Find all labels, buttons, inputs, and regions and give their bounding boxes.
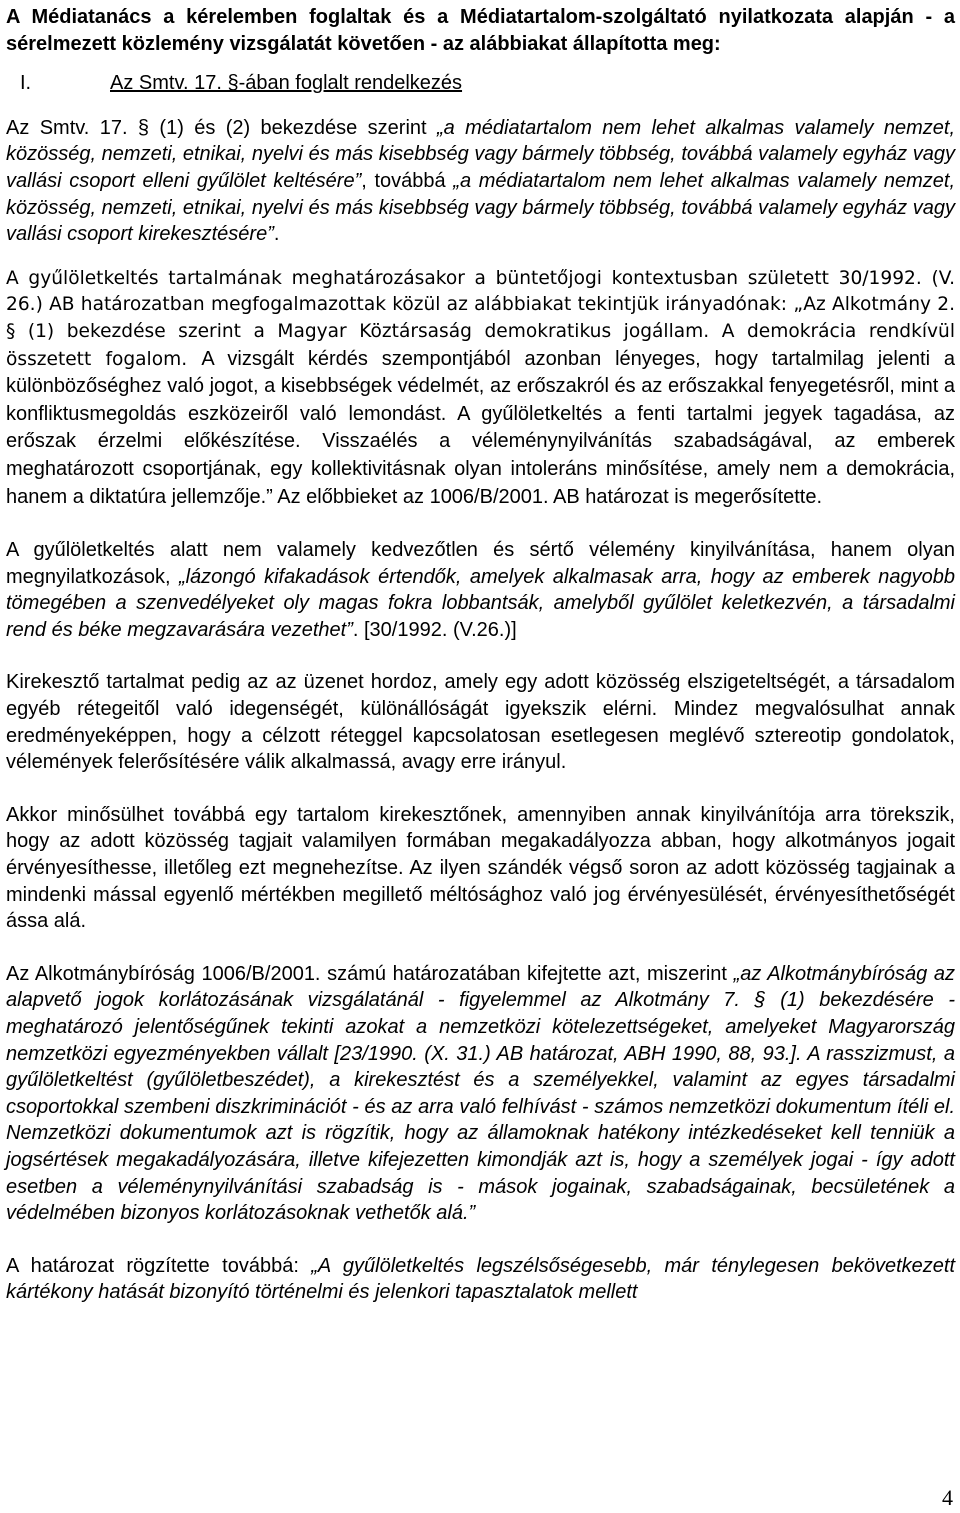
para6-quote: „az Alkotmánybíróság az alapvető jogok korlátozásának vizsgálatánál - figyelemmel az Alkotmány 7. § (1) bekezdésére - meghatározó jelentőségűnek tekinti azokat a nemzetközi kötelezettségeket, amelyeket Magyarország nemzetközi egyezményekben vállalt [23/1990. (X. 31.) AB határozat, ABH 1990, 88, 93.]. A rasszizmust, a gyűlöletkeltést (gyűlöletbeszédet), a kirekesztést és a személyekkel, valamint az egyes társadalmi csoportokkal szembeni diszkriminációt - és az arra való felhívást - számos nemzetközi dokumentum ítéli el. Nemzetközi dokumentumok azt is rögzítik, hogy az államoknak hatékony intézkedéseket kell tenniük a jogsértések megakadályozására, illetve kifejezetten kimondják azt is, hogy a személyek jogai - így adott esetben a véleménynyilvánítási szabadság is - mások jogainak, szabadságainak, becsületének a védelmében bizonyos korlátozásoknak vethetők alá.” <box>6 962 956 1225</box>
paragraph-constitutional-court <box>6 961 955 1227</box>
para1-end: . <box>273 223 280 246</box>
para2-quote-b: A vizsgált kérdés szempontjából azonban lényeges, hogy tartalmilag jelenti a különbözőséghez való jogot, a kisebbségek védelmét, az erőszakról és az erőszakkal fenyegetésről, mint a konfliktusmegoldás eszközeiről való lemondást. A gyűlöletkeltés a fenti tartalmi jegyek tagadása, az erőszak érzelmi előkészítése. Visszaélés a véleménynyilvánítás szabadságával, az emberek meghatározott csoportjának, egy kollektivitásnak olyan intoleráns minősítése, amely nem a demokrácia, hanem a diktatúra jellemzője.” <box>6 347 956 508</box>
para1-lead: Az Smtv. 17. § (1) és (2) bekezdése szerint <box>6 116 437 139</box>
para2-text: A gyűlöletkeltés tartalmának meghatározásakor a büntetőjogi kontextusban született 30/1992. (V. 26.) AB határozatban megfogalmazottak közül az alábbiakat tekintjük irányadónak: <box>6 267 955 316</box>
para7-quote: „A gyűlöletkeltés legszélsőségesebb, már ténylegesen bekövetkezett kártékony hatását bizonyító történelmi és jelenkori tapasztalatok mellett <box>6 1254 955 1304</box>
page-number: 4 <box>942 1485 953 1510</box>
para6-a: Az Alkotmánybíróság 1006/B/2001. számú határozatában kifejtette azt, miszerint <box>6 962 734 985</box>
paragraph-decision-states <box>6 1253 955 1306</box>
para2-quote-a: „Az Alkotmány 2. § (1) bekezdése szerint a Magyar Köztársaság demokratikus jogállam. A demokrácia rendkívül összetett fogalom. <box>6 294 955 370</box>
para3-a: A gyűlöletkeltés alatt nem valamely kedvezőtlen és sértő vélemény kinyilvánítása, hanem olyan megnyilatkozások, <box>6 539 955 588</box>
paragraph-exclusion: Kirekesztő tartalmat pedig az az üzenet hordoz, amely egy adott közösség elszigeteltségét, a társadalom egyéb rétegeitől való idegenségét, különállóságát igyekszik elérni. Mindez megvalósulhat annak eredményeképpen, hogy a célzott réteggel kapcsolatosan esetlegesen meglévő sztereotip gondolatok, vélemények felerősítésére válik alkalmassá, avagy erre irányul. <box>6 671 955 774</box>
para3-citation: . [30/1992. (V.26.)] <box>352 618 517 641</box>
section-number: I. <box>20 72 32 95</box>
para1-quote-exclusion: „a médiatartalom nem lehet alkalmas valamely nemzet, közösség, nemzeti, etnikai, nyelvi és más kisebbség vagy bármely többség, továbbá valamely egyház vagy vallási csoport kirekesztésére” <box>6 169 955 246</box>
section-title: Az Smtv. 17. §-ában foglalt rendelkezés <box>110 72 463 95</box>
paragraph-hate-definition <box>6 537 955 643</box>
para1-quote-hate: „a médiatartalom nem lehet alkalmas valamely nemzet, közösség, nemzeti, etnikai, nyelvi és más kisebbség vagy bármely többség, továbbá valamely egyház vagy vallási csoport elleni gyűlölet keltésére” <box>6 116 955 192</box>
para7-a: A határozat rögzítette továbbá: <box>6 1254 312 1277</box>
para3-quote: „lázongó kifakadások értendők, amelyek alkalmasak arra, hogy az emberek nagyobb tömegében a szenvedélyeket oly magas fokra lobbantsák, amelyből gyűlölet keletkezvén, a társadalmi rend és béke megzavarására vezethet” <box>6 565 955 641</box>
para1-mid: , továbbá <box>361 169 454 192</box>
section-heading <box>6 70 955 97</box>
document-heading: A Médiatanács a kérelemben foglaltak és a Médiatartalom-szolgáltató nyilatkozata alapján - a sérelmezett közlemény vizsgálatát követően - az alábbiakat állapította meg: <box>6 6 955 55</box>
para2-tail: Az előbbieket az 1006/B/2001. AB határozat is megerősítette. <box>272 485 823 508</box>
paragraph-ab-decision <box>6 266 955 511</box>
paragraph-exclusion-intent: Akkor minősülhet továbbá egy tartalom kirekesztőnek, amennyiben annak kinyilvánítója arra törekszik, hogy az adott közösség tagjait valamilyen formában megakadályozza abban, hogy alkotmányos jogait érvényesíthesse, illetőleg ezt megnehezítse. Az ilyen szándék végső soron az adott közösség tagjainak a mindenki mással egyenlő mértékben megillető méltósághoz való jog érvényesülését, érvényesíthetőségét ássa alá. <box>6 803 955 933</box>
paragraph-smtv-17 <box>6 115 955 248</box>
